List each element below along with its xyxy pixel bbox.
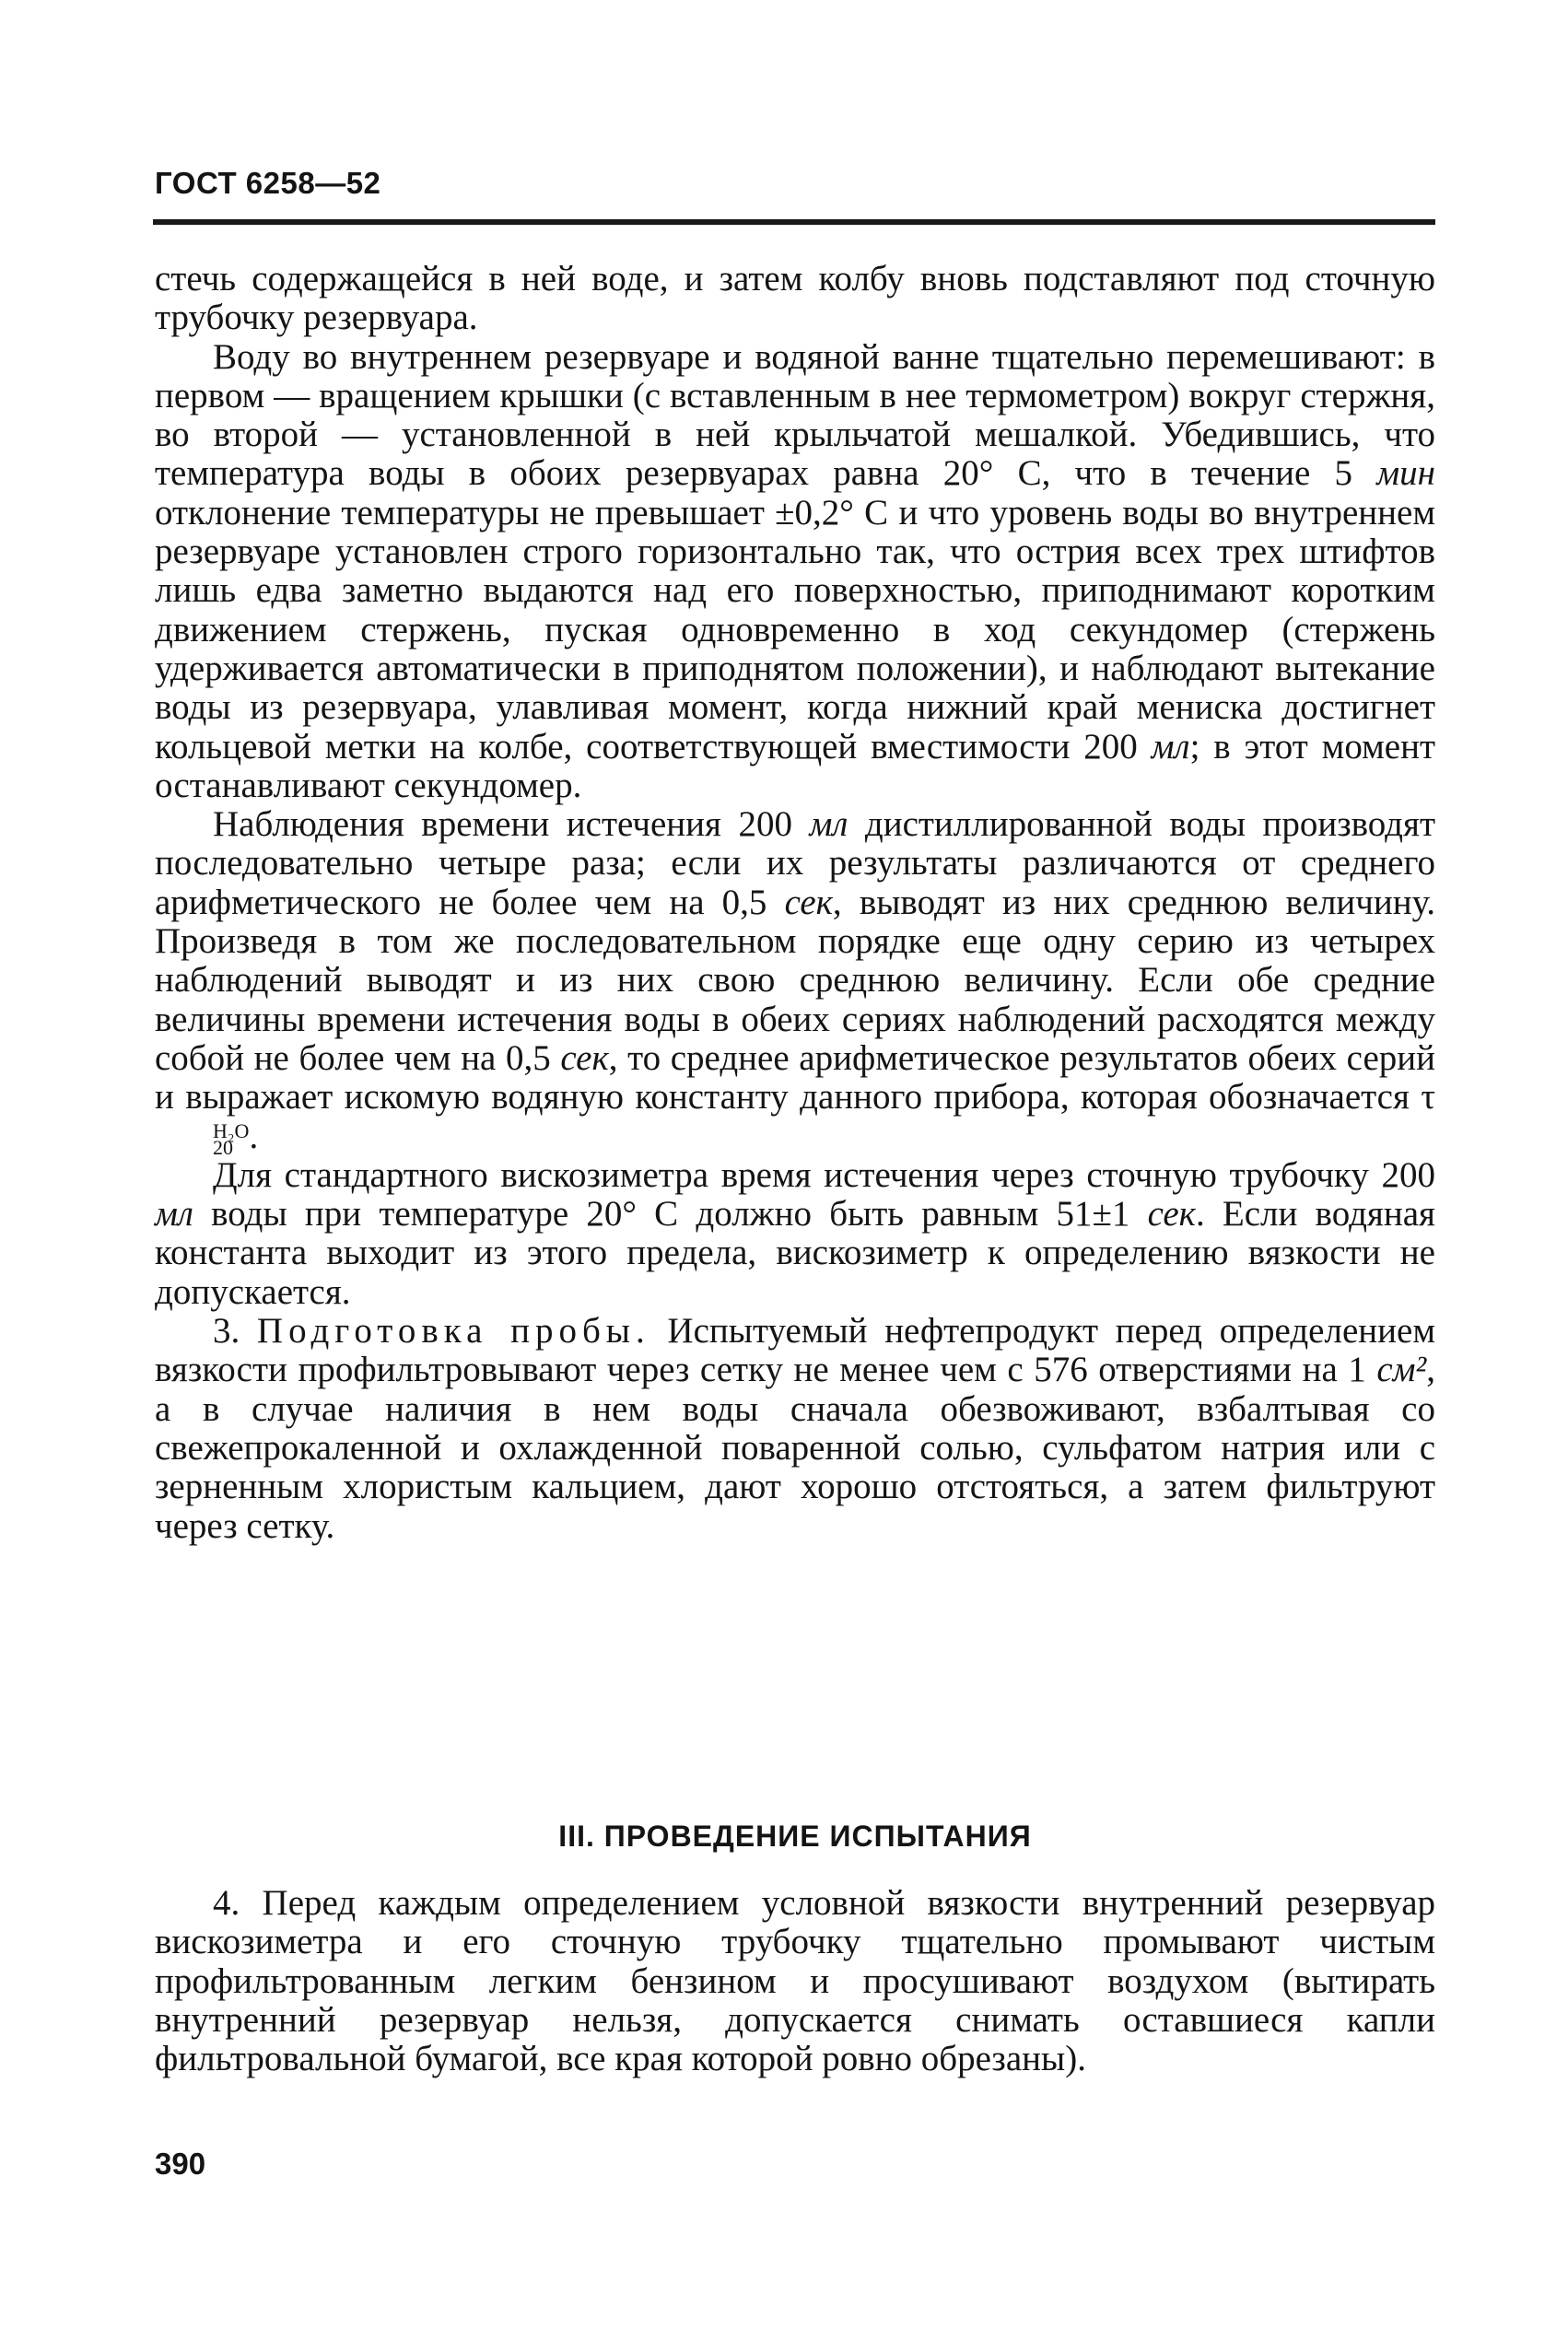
unit-cm2: см² [1376,1350,1427,1390]
unit-ml: мл [155,1194,193,1235]
header-rule [153,219,1435,225]
section-heading: III. ПРОВЕДЕНИЕ ИСПЫТАНИЯ [558,1820,1032,1853]
unit-sec: сек [1147,1194,1196,1235]
unit-ml: мл [809,804,848,845]
paragraph-standard-viscometer: Для стандартного вискозиметра время истечения через сточную трубочку 200 мл воды при температуре 20° С должно быть равным 51±1 сек. Если водяная константа выходит из этого предела, вискозиметр к определению вязкости не допускается. [155,1154,1435,1312]
paragraph-observations: Наблюдения времени истечения 200 мл дистиллированной воды производят последовательно четыре раза; если их результаты различаются от среднего арифметического не более чем на 0,5 сек, выводят из них среднюю величину. Произведя в том же последовательном порядке еще одну серию из четырех наблюдений выводят и из них свою среднюю величину. Если обе средние величины времени истечения воды в обеих сериях наблюдений расходятся между собой не более чем на 0,5 сек, то среднее арифметическое результатов обеих серий и выражает искомую водяную константу данного прибора, которая обозначается τ H₂O 20 . [155,804,1436,1159]
section-body [155,1884,1435,2078]
paragraph-test-procedure: 4. Перед каждым определением условной вязкости внутренний резервуар вискозиметра и его сточную трубочку тщательно промывают чистым профильтрованным легким бензином и просушивают воздухом (вытирать внутренний резервуар нельзя, допускается снимать оставшиеся капли фильтровальной бумагой, все края которой ровно обрезаны). [155,1883,1435,2079]
unit-ml: мл [1151,726,1190,767]
water-constant-symbol: τ H₂O 20 [213,1077,1435,1159]
paragraph-water-mixing: Воду во внутреннем резервуаре и водяной ванне тщательно перемешивают: в первом — вращением крышки (с вставленным в нее термометром) вокруг стержня, во второй — установленной в ней крыльчатой мешалкой. Убедившись, что температура воды в обоих резервуарах равна 20° С, что в течение 5 мин отклонение температуры не превышает ±0,2° С и что уровень воды во внутреннем резервуаре установлен строго горизонтально так, что острия всех трех штифтов лишь едва заметно выдаются над его поверхностью, приподнимают коротким движением стержень, пуская одновременно в ход секундомер (стержень удерживается автоматически в приподнятом положении), и наблюдают вытекание воды из резервуара, улавливая момент, когда нижний край мениска достигнет кольцевой метки на колбе, соответствующей вместимости 200 мл; в этот момент останавливают секундомер. [155,336,1436,805]
page-number: 390 [155,2147,206,2181]
clause-title: Подготовка пробы. [256,1311,650,1352]
unit-min: мин [1376,453,1435,494]
unit-sec: сек [560,1037,609,1078]
paragraph-continuation: стечь содержащейся в ней воде, и затем колбу вновь подставляют под сточную трубочку резервуара. [155,259,1435,338]
body-text [155,260,1435,1546]
unit-sec: сек [784,882,833,922]
paragraph-sample-preparation: 3. Подготовка пробы. Испытуемый нефтепродукт перед определением вязкости профильтровывают через сетку не менее чем с 576 отверстиями на 1 см², а в случае наличия в нем воды сначала обезвоживают, взбалтывая со свежепрокаленной и охлажденной поваренной солью, сульфатом натрия или с зерненным хлористым кальцием, дают хорошо отстояться, а затем фильтруют через сетку. [155,1311,1435,1546]
document-header: ГОСТ 6258—52 [155,166,381,200]
